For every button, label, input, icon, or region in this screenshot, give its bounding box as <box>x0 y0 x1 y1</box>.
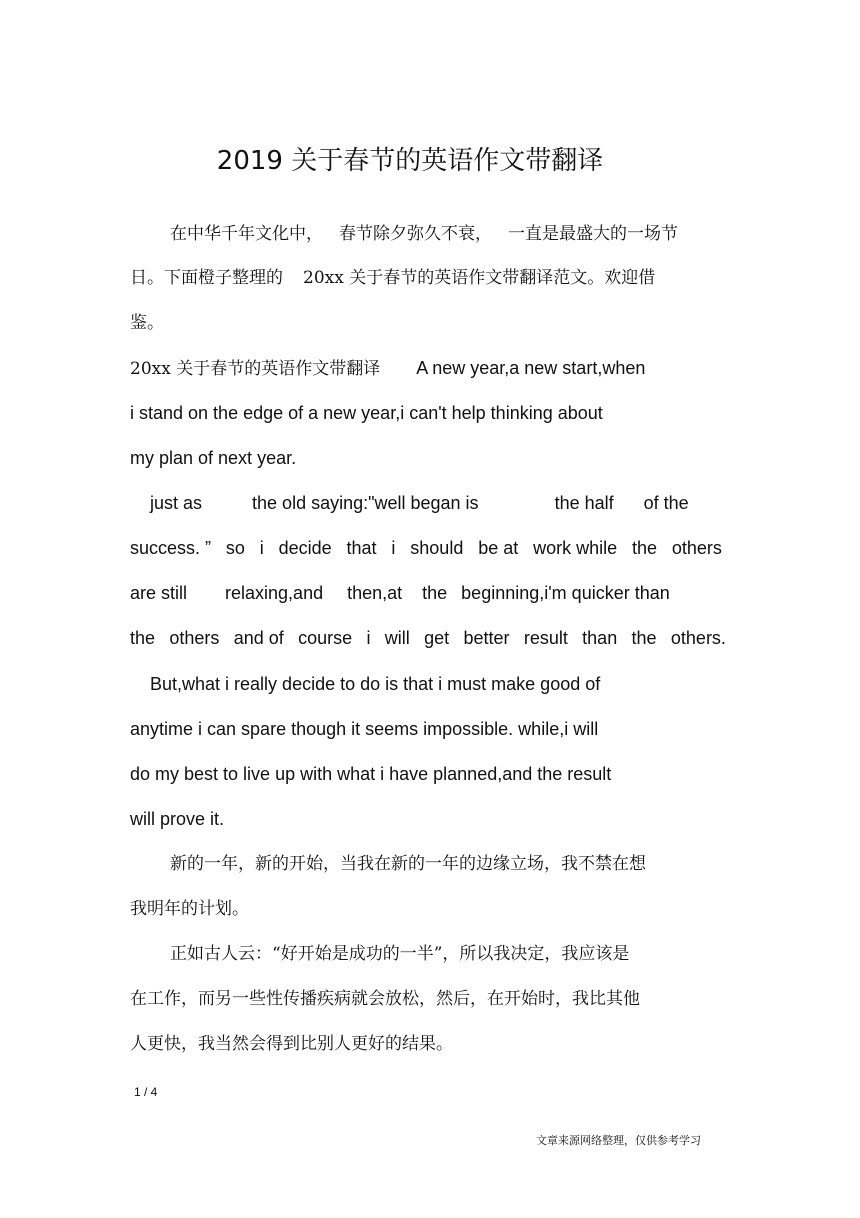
page-number: 1 / 4 <box>134 1085 158 1099</box>
text-segment: 人更快，我当然会得到比别人更好的结果。 <box>130 1034 453 1054</box>
text-segment: success. ” <box>130 538 212 558</box>
text-segment: anytime i can spare though it seems impossible. while,i will <box>130 719 599 739</box>
footer-note: 文章来源网络整理，仅供参考学习 <box>536 1134 701 1147</box>
text-segment: 日。下面橙子整理的 <box>130 268 283 288</box>
text-segment: 正如古人云：“好开始是成功的一半”，所以我决定，我应该是 <box>170 944 630 964</box>
text-segment: others <box>671 538 722 558</box>
text-segment: the <box>631 538 658 558</box>
text-segment: do my best to live up with what i have planned,and the result <box>130 764 612 784</box>
text-segment: 在工作，而另一些性传播疾病就会放松，然后，在开始时，我比其他 <box>130 989 640 1009</box>
text-line-8 <box>130 536 722 560</box>
text-segment: get <box>424 628 450 648</box>
text-segment: be at <box>478 538 519 558</box>
text-line-4 <box>130 356 645 381</box>
text-segment: are still <box>130 583 188 603</box>
text-segment: 20xx 关于春节的英语作文带翻译范文。欢迎借 <box>303 268 656 288</box>
text-segment: my plan of next year. <box>130 448 297 468</box>
text-segment: decide <box>278 538 332 558</box>
text-segment: 20xx 关于春节的英语作文带翻译 <box>130 359 381 379</box>
text-segment: But,what i really decide to do is that i must make good of <box>150 674 601 694</box>
text-line-15 <box>170 852 646 876</box>
text-line-11 <box>150 672 600 696</box>
text-segment: should <box>410 538 464 558</box>
text-segment: 在中华千年文化中， <box>170 224 323 244</box>
text-segment: i <box>259 538 264 558</box>
text-segment: the <box>422 583 448 603</box>
text-line-10 <box>130 626 726 650</box>
text-line-5 <box>130 401 603 425</box>
text-segment: i <box>391 538 396 558</box>
text-segment: will <box>384 628 410 648</box>
text-line-16 <box>130 897 249 921</box>
text-segment: then,at <box>347 583 403 603</box>
text-segment: will prove it. <box>130 809 225 829</box>
text-segment: than <box>582 628 618 648</box>
document-title: 2019 关于春节的英语作文带翻译 <box>216 146 604 176</box>
text-segment: others. <box>670 628 726 648</box>
text-line-3 <box>130 311 164 335</box>
text-segment: of the <box>643 493 689 513</box>
text-segment: 新的一年，新的开始，当我在新的一年的边缘立场，我不禁在想 <box>170 854 646 874</box>
text-segment: i stand on the edge of a new year,i can't help thinking about <box>130 403 603 423</box>
text-segment: the old saying:"well began is <box>252 493 479 513</box>
text-segment: better <box>463 628 510 648</box>
text-line-17 <box>170 942 629 966</box>
text-segment: just as <box>150 493 203 513</box>
text-line-2 <box>130 266 655 290</box>
text-line-1 <box>170 222 678 246</box>
text-segment: so <box>225 538 245 558</box>
text-line-18 <box>130 987 640 1011</box>
text-segment: the <box>130 628 156 648</box>
text-segment: 春节除夕弥久不衰， <box>339 224 492 244</box>
text-segment: the half <box>554 493 614 513</box>
text-segment: A new year,a new start,when <box>416 358 646 378</box>
text-line-13 <box>130 762 611 786</box>
text-segment: result <box>523 628 568 648</box>
text-segment: and of <box>233 628 284 648</box>
text-line-7 <box>150 491 689 515</box>
text-line-14 <box>130 807 224 831</box>
text-segment: the <box>631 628 657 648</box>
text-line-6 <box>130 446 296 470</box>
text-line-12 <box>130 717 598 741</box>
text-segment: 鉴。 <box>130 313 164 333</box>
text-line-19 <box>130 1032 453 1056</box>
text-segment: that <box>346 538 377 558</box>
text-segment: work while <box>533 538 618 558</box>
text-line-9 <box>130 581 670 605</box>
text-segment: course <box>298 628 353 648</box>
text-segment: 我明年的计划。 <box>130 899 249 919</box>
text-segment: i <box>366 628 371 648</box>
text-segment: 一直是最盛大的一场节 <box>508 224 678 244</box>
text-segment: relaxing,and <box>225 583 324 603</box>
text-segment: beginning,i'm quicker than <box>461 583 670 603</box>
text-segment: others <box>169 628 220 648</box>
